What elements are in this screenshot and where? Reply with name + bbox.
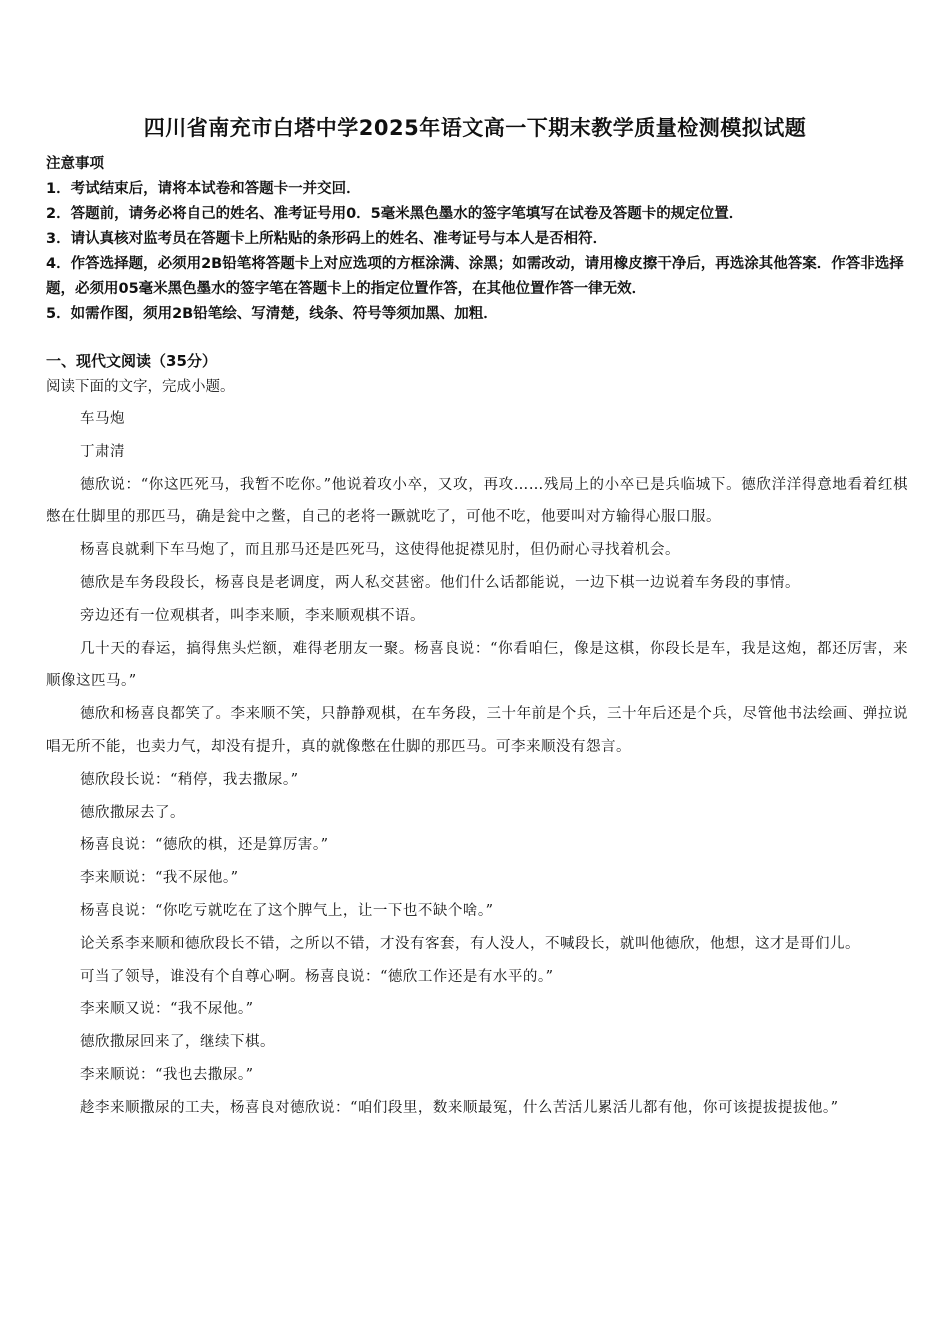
notice-item: 2．答题前，请务必将自己的姓名、准考证号用0．5毫米黑色墨水的签字笔填写在试卷及答题卡的规定位置． xyxy=(46,206,744,222)
story-title: 车马炮 xyxy=(80,411,125,427)
story-paragraph: 德欣撒尿回来了，继续下棋。 xyxy=(80,1034,275,1051)
story-paragraph: 李来顺说：“我不尿他。” xyxy=(80,870,239,887)
notice-heading: 注意事项 xyxy=(46,156,104,172)
story-paragraph: 德欣和杨喜良都笑了。李来顺不笑，只静静观棋，在车务段，三十年前是个兵，三十年后还是个兵，尽管他书法绘画、弹拉说唱无所不能，也卖力气，却没有提升，真的就像憋在仕脚的那匹马。可李来顺没有怨言。 xyxy=(46,706,908,755)
story-paragraph: 几十天的春运，搞得焦头烂额，难得老朋友一聚。杨喜良说：“你看咱仨，像是这棋，你段长是车，我是这炮，都还厉害，来顺像这匹马。” xyxy=(46,640,908,690)
story-paragraph: 德欣段长说：“稍停，我去撒尿。” xyxy=(80,771,299,788)
story-paragraph: 论关系李来顺和德欣段长不错，之所以不错，才没有客套，有人没人，不喊段长，就叫他德欣，他想，这才是哥们儿。 xyxy=(80,935,860,952)
story-paragraph: 李来顺说：“我也去撒尿。” xyxy=(80,1066,254,1083)
section-heading: 一、现代文阅读（35分） xyxy=(46,352,217,370)
notice-block xyxy=(46,152,906,327)
notice-item: 5．如需作图，须用2B铅笔绘、写清楚，线条、符号等须加黑、加粗． xyxy=(46,306,498,322)
page-title: 四川省南充市白塔中学2025年语文高一下期末教学质量检测模拟试题 xyxy=(143,116,807,140)
story-paragraph: 旁边还有一位观棋者，叫李来顺，李来顺观棋不语。 xyxy=(80,607,425,624)
story-paragraph: 德欣撒尿去了。 xyxy=(80,804,185,821)
story-paragraph: 杨喜良就剩下车马炮了，而且那马还是匹死马，这使得他捉襟见肘，但仍耐心寻找着机会。 xyxy=(80,542,680,559)
story-paragraph: 趁李来顺撒尿的工夫，杨喜良对德欣说：“咱们段里，数来顺最冤，什么苦活儿累活儿都有他，你可该提拔提拔他。” xyxy=(80,1099,839,1116)
notice-item: 4．作答选择题，必须用2B铅笔将答题卡上对应选项的方框涂满、涂黑；如需改动，请用橡皮擦干净后，再选涂其他答案．作答非选择题，必须用05毫米黑色墨水的签字笔在答题卡上的指定位置作答，在其他位置作答一律无效． xyxy=(46,256,904,297)
notice-item: 3．请认真核对监考员在答题卡上所粘贴的条形码上的姓名、准考证号与本人是否相符． xyxy=(46,231,608,247)
story-paragraph: 可当了领导，谁没有个自尊心啊。杨喜良说：“德欣工作还是有水平的。” xyxy=(80,968,554,985)
notice-item: 1．考试结束后，请将本试卷和答题卡一并交回． xyxy=(46,181,361,197)
story-paragraph: 杨喜良说：“你吃亏就吃在了这个脾气上，让一下也不缺个啥。” xyxy=(80,902,494,919)
reading-instruction: 阅读下面的文字，完成小题。 xyxy=(46,379,235,395)
story-paragraph: 李来顺又说：“我不尿他。” xyxy=(80,1001,254,1018)
story-author: 丁肃清 xyxy=(80,443,125,460)
story-paragraph: 德欣是车务段段长，杨喜良是老调度，两人私交甚密。他们什么话都能说，一边下棋一边说着车务段的事情。 xyxy=(80,574,800,591)
story-paragraph: 德欣说：“你这匹死马，我暂不吃你。”他说着攻小卒，又攻，再攻……残局上的小卒已是兵临城下。德欣洋洋得意地看着红棋憋在仕脚里的那匹马，确是瓮中之鳖，自己的老将一蹶就吃了，可他不吃，他要叫对方输得心服口服。 xyxy=(46,476,908,526)
reading-passage xyxy=(46,403,908,1125)
story-paragraph: 杨喜良说：“德欣的棋，还是算厉害。” xyxy=(80,837,329,854)
